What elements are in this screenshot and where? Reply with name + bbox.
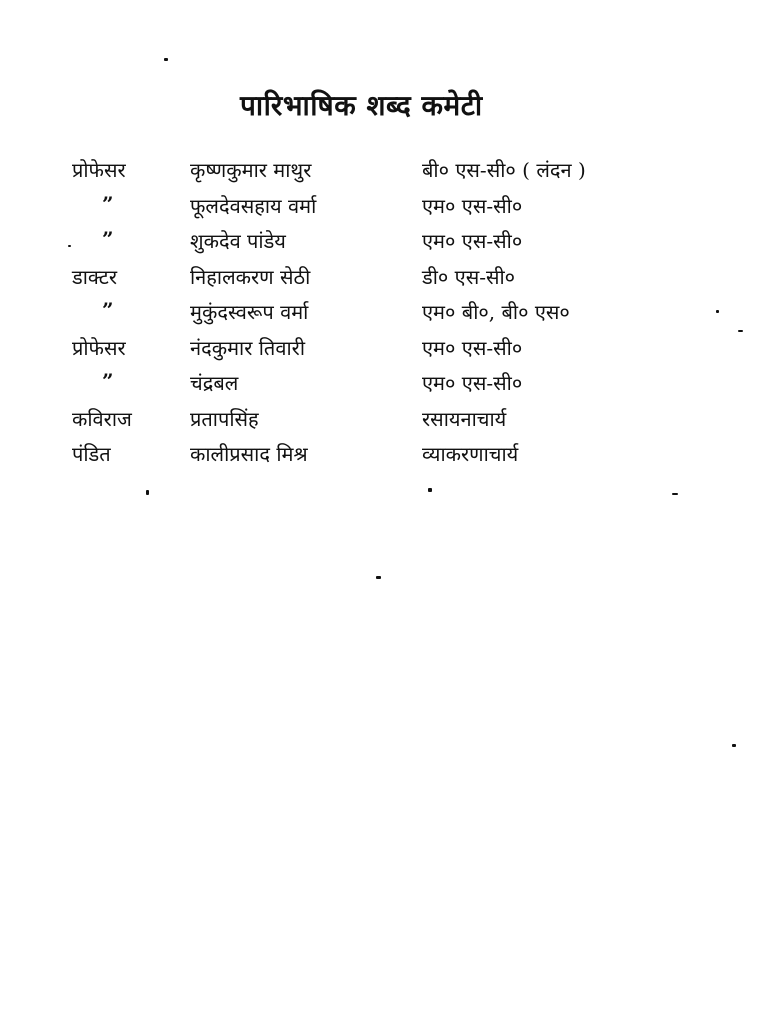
member-degree: एम० एस-सी० <box>422 371 523 395</box>
member-name: निहालकरण सेठी <box>190 264 311 289</box>
member-degree: एम० बी०, बी० एस० <box>422 300 570 324</box>
member-title: पंडित <box>72 442 111 466</box>
member-row <box>72 369 692 405</box>
scan-speck <box>68 245 71 247</box>
member-row <box>72 263 692 299</box>
scan-speck <box>146 490 149 495</box>
scan-speck <box>738 330 743 332</box>
member-name: नंदकुमार तिवारी <box>190 335 305 360</box>
member-row <box>72 334 692 370</box>
member-name: चंद्रबल <box>190 371 239 395</box>
ditto-mark: ” <box>102 191 114 216</box>
member-name: कृष्णकुमार माथुर <box>190 158 312 182</box>
member-degree: एम० एस-सी० <box>422 193 523 218</box>
member-degree: डी० एस-सी० <box>422 264 516 289</box>
member-degree: व्याकरणाचार्य <box>422 442 519 466</box>
member-row <box>72 192 692 228</box>
member-name: शुकदेव पांडेय <box>190 229 286 253</box>
member-row <box>72 227 692 263</box>
ditto-mark: ” <box>102 227 114 251</box>
scan-speck <box>672 493 678 495</box>
member-name: फूलदेवसहाय वर्मा <box>190 193 317 218</box>
member-name: मुकुंदस्वरूप वर्मा <box>190 300 309 324</box>
member-name: प्रतापसिंह <box>190 406 259 431</box>
scan-speck <box>164 58 168 61</box>
member-title: डाक्टर <box>72 264 118 289</box>
scan-speck <box>716 310 719 313</box>
scan-speck <box>732 744 736 747</box>
member-row <box>72 298 692 334</box>
member-name: कालीप्रसाद मिश्र <box>190 442 308 466</box>
member-degree: रसायनाचार्य <box>422 406 507 431</box>
member-row <box>72 405 692 441</box>
scan-speck <box>376 576 381 579</box>
ditto-mark: ” <box>102 369 114 393</box>
member-degree: एम० एस-सी० <box>422 229 523 253</box>
member-row <box>72 156 692 192</box>
committee-member-list <box>72 156 692 476</box>
member-title: प्रोफेसर <box>72 335 126 360</box>
member-title: प्रोफेसर <box>72 158 126 182</box>
ditto-mark: ” <box>102 298 114 322</box>
member-degree: एम० एस-सी० <box>422 335 523 360</box>
scan-speck <box>428 488 432 492</box>
member-degree: बी० एस-सी० ( लंदन ) <box>422 158 586 182</box>
page-title: पारिभाषिक शब्द कमेटी <box>240 89 483 122</box>
member-row <box>72 440 692 476</box>
member-title: कविराज <box>72 406 132 431</box>
